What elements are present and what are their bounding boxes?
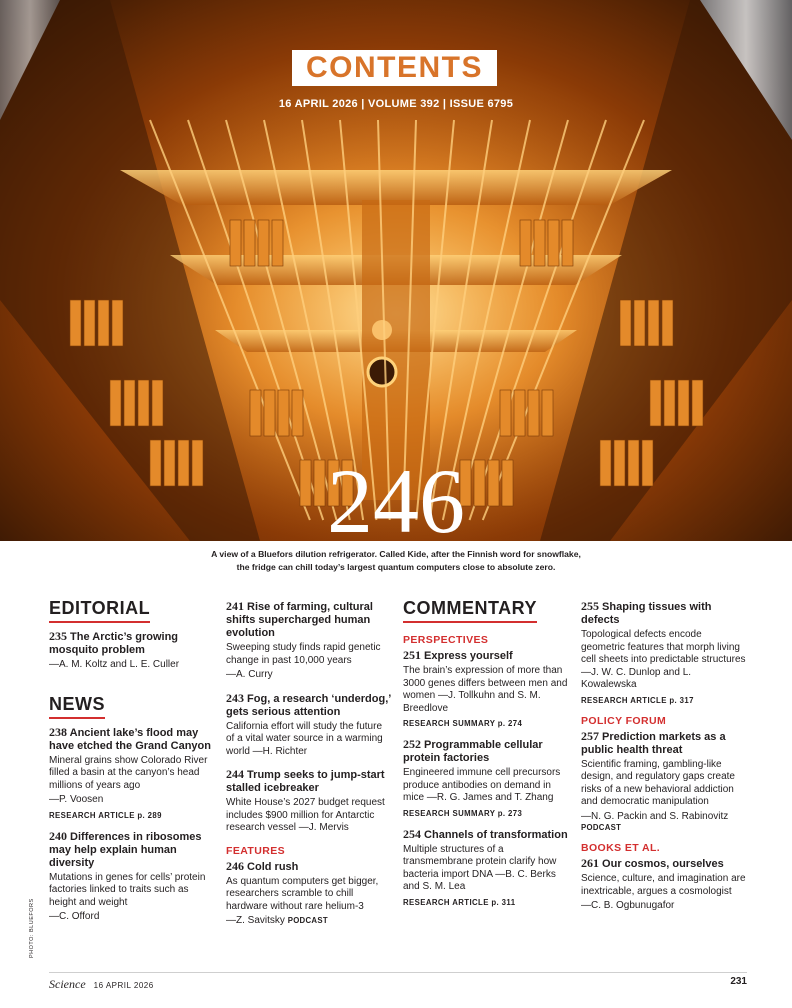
- section-news: NEWS: [49, 694, 105, 719]
- toc-headline: [226, 860, 392, 874]
- page-number: 240: [49, 828, 67, 843]
- page-number: 243: [226, 690, 244, 705]
- toc-description: California effort will study the future of a vital water source in a warming world —H. Richter: [226, 720, 383, 757]
- headline-text: The Arctic’s growing mosquito problem: [49, 631, 179, 656]
- section-features: FEATURES: [226, 844, 286, 857]
- toc-item-251[interactable]: [403, 649, 568, 728]
- page-number: 257: [581, 728, 599, 743]
- toc-description: As quantum computers get bigger, researchers scramble to chill hardware without rare helium-3: [226, 875, 379, 912]
- toc-description: Science, culture, and imagination are inextricable, argues a cosmologist: [581, 873, 746, 897]
- section-commentary: COMMENTARY: [403, 598, 537, 623]
- toc-authors: —P. Voosen: [49, 794, 104, 805]
- page-number: 235: [49, 629, 67, 643]
- toc-item-243[interactable]: [226, 692, 392, 759]
- headline-text: Express yourself: [421, 650, 513, 662]
- headline-text: Differences in ribosomes may help explain human diversity: [49, 830, 202, 869]
- toc-headline: [581, 730, 747, 757]
- toc-description: Mineral grains show Colorado River filled a basin at the canyon’s head millions of years ago: [49, 754, 208, 791]
- toc-item-244[interactable]: [226, 768, 392, 835]
- page-number: 261: [581, 856, 599, 870]
- headline-text: Channels of transformation: [421, 828, 568, 841]
- toc-authors: —A. M. Koltz and L. E. Culler: [49, 659, 180, 670]
- toc-description: White House’s 2027 budget request includes $900 million for Antarctic research vessel —J. Mervis: [226, 797, 385, 833]
- toc-authors: —C. Offord: [49, 911, 100, 922]
- toc-item-252[interactable]: [403, 738, 568, 818]
- toc-item-240[interactable]: [49, 830, 214, 924]
- toc-description: Mutations in genes for cells’ protein factories linked to traits such as height and weight: [49, 871, 206, 908]
- photo-caption: [0, 548, 792, 574]
- toc-item-241[interactable]: [226, 600, 392, 682]
- toc-headline: [49, 726, 214, 753]
- caption-line-1: A view of a Bluefors dilution refrigerator. Called Kide, after the Finnish word for snowflake,: [211, 549, 581, 559]
- toc-item-254[interactable]: [403, 828, 568, 907]
- toc-item-255[interactable]: [581, 600, 747, 705]
- column-4: [581, 600, 747, 923]
- toc-description: Engineered immune cell precursors produce antibodies on demand in mice —R. G. James and T. Zhang: [403, 767, 561, 803]
- section-policy-forum: POLICY FORUM: [581, 714, 667, 727]
- toc-item-261[interactable]: [581, 857, 747, 913]
- toc-description: The brain’s expression of more than 3000 genes differs between men and women —J. Tollkuhn and S. M. Breedlove: [403, 665, 568, 714]
- toc-item-235[interactable]: [49, 630, 214, 672]
- journal-name: Science: [49, 977, 86, 991]
- headline-text: Cold rush: [244, 860, 299, 873]
- page-number: 246: [226, 858, 244, 873]
- column-2: [226, 600, 392, 938]
- contents-masthead: [292, 50, 497, 86]
- toc-authors: —C. B. Ogbunugafor: [581, 900, 675, 911]
- headline-text: Our cosmos, ourselves: [599, 858, 724, 870]
- section-books: BOOKS ET AL.: [581, 842, 661, 854]
- podcast-link[interactable]: PODCAST: [287, 916, 328, 925]
- footer-divider: [49, 972, 747, 973]
- research-article-link[interactable]: RESEARCH ARTICLE p. 289: [49, 810, 162, 820]
- toc-description: Scientific framing, gambling-like design, and regulatory gaps create risks of a new behavioral addiction and democratic manipulation: [581, 758, 735, 807]
- podcast-link[interactable]: PODCAST: [581, 823, 622, 832]
- headline-text: Rise of farming, cultural shifts supercharged human evolution: [226, 601, 373, 639]
- toc-headline: [403, 649, 568, 663]
- toc-authors: —N. G. Packin and S. Rabinovitz: [581, 810, 729, 822]
- toc-description: Multiple structures of a transmembrane protein clarify how bacteria import DNA —B. C. Berks and S. M. Lea: [403, 843, 557, 892]
- footer-left: [49, 977, 154, 992]
- page-number: 244: [226, 767, 244, 781]
- page-number: 238: [49, 724, 67, 739]
- contents-title: CONTENTS: [306, 51, 483, 84]
- toc-item-246[interactable]: [226, 860, 392, 928]
- page-number-footer: 231: [730, 976, 747, 987]
- toc-item-238[interactable]: [49, 726, 214, 820]
- research-summary-link[interactable]: RESEARCH SUMMARY p. 274: [403, 719, 523, 728]
- headline-text: Ancient lake’s flood may have etched the Grand Canyon: [49, 726, 211, 752]
- toc-authors: [226, 915, 392, 928]
- page-number: 255: [581, 599, 599, 613]
- page-number: 254: [403, 826, 421, 841]
- toc-headline: [403, 738, 568, 765]
- section-perspectives: PERSPECTIVES: [403, 634, 489, 646]
- issue-line: 16 APRIL 2026 | VOLUME 392 | ISSUE 6795: [278, 98, 514, 110]
- photo-credit: PHOTO: BLUEFORS: [29, 898, 35, 958]
- caption-line-2: the fridge can chill today’s largest quantum computers close to absolute zero.: [236, 562, 556, 572]
- column-1: [49, 598, 214, 934]
- toc-headline: [226, 692, 392, 719]
- toc-headline: [226, 768, 392, 795]
- research-article-link[interactable]: RESEARCH ARTICLE p. 311: [403, 897, 516, 907]
- footer-date: 16 APRIL 2026: [93, 981, 154, 990]
- toc-headline: [49, 630, 214, 657]
- headline-text: Shaping tissues with defects: [581, 601, 712, 626]
- feature-page-number[interactable]: 246: [327, 450, 465, 541]
- headline-text: Programmable cellular protein factories: [403, 739, 543, 764]
- page-number: 241: [226, 599, 244, 613]
- toc-description: Sweeping study finds rapid genetic change in past 10,000 years: [226, 642, 381, 666]
- toc-authors: —A. Curry: [226, 669, 273, 680]
- author-text: —Z. Savitsky: [226, 915, 288, 926]
- page-number: 252: [403, 737, 421, 751]
- toc-headline: [226, 600, 392, 640]
- column-3: [403, 598, 568, 917]
- headline-text: Prediction markets as a public health threat: [581, 730, 726, 756]
- toc-description: Topological defects encode geometric features that morph living cell sheets into predictable structures —J. W. C. Dunlop and L. Kowalewska: [581, 629, 746, 690]
- headline-text: Fog, a research ‘underdog,’ gets serious attention: [226, 692, 391, 718]
- toc-headline: [581, 600, 747, 627]
- toc-headline: [49, 830, 214, 870]
- research-summary-link[interactable]: RESEARCH SUMMARY p. 273: [403, 808, 523, 818]
- section-editorial: EDITORIAL: [49, 598, 150, 623]
- research-article-link[interactable]: RESEARCH ARTICLE p. 317: [581, 695, 694, 705]
- toc-headline: [403, 828, 568, 842]
- headline-text: Trump seeks to jump-start stalled icebreaker: [226, 769, 385, 794]
- page-number: 251: [403, 648, 421, 662]
- toc-headline: [581, 857, 747, 871]
- toc-item-257[interactable]: [581, 730, 747, 833]
